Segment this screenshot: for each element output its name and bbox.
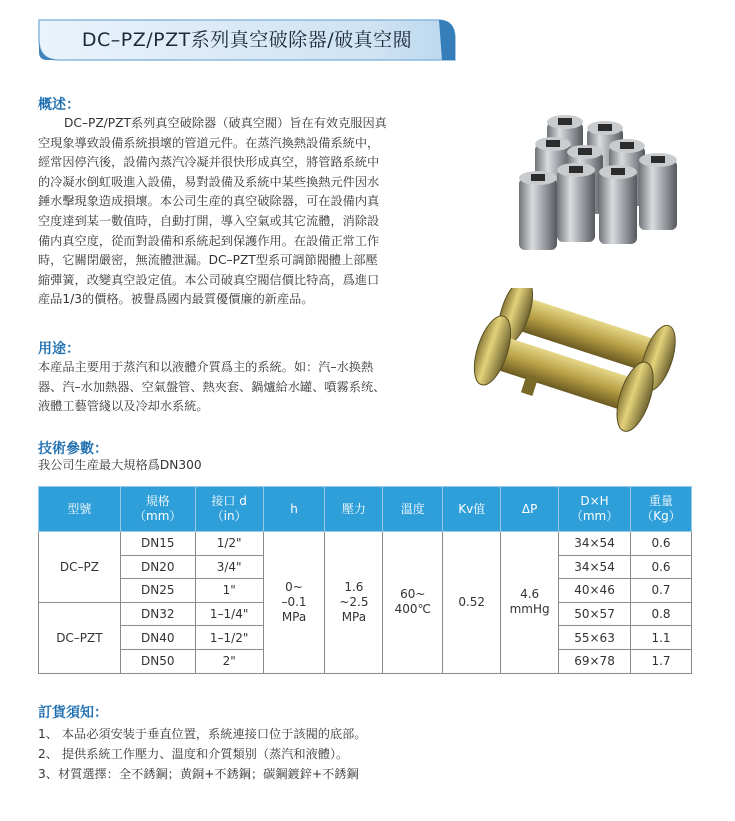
dp-line: 4.6 bbox=[520, 587, 540, 602]
dxh-cell: 40×46 bbox=[559, 579, 631, 603]
header-kv: Kv值 bbox=[443, 487, 501, 532]
overview-line: 備内真空度，從而對設備和系統起到保護作用。在設備正常工作 bbox=[38, 233, 380, 248]
header-dp: ΔP bbox=[501, 487, 559, 532]
model-cell: DC–PZT bbox=[39, 602, 121, 673]
temp-line: 60~ bbox=[400, 587, 426, 602]
product-photo-flanged-valves bbox=[463, 288, 703, 442]
dn-cell: DN15 bbox=[120, 532, 195, 556]
spec-table bbox=[38, 486, 692, 674]
header-dxh-line: D×H bbox=[580, 494, 609, 508]
usage-line: 本産品主要用于蒸汽和以液體介質爲主的系統。如：汽–水换熱 bbox=[38, 360, 374, 374]
header-port-unit: （in） bbox=[211, 509, 247, 523]
h-line: –0.1 bbox=[281, 594, 307, 609]
port-cell: 1/2" bbox=[195, 532, 263, 556]
temp-line: 400℃ bbox=[394, 602, 431, 617]
dn-cell: DN40 bbox=[120, 626, 195, 650]
header-dxh-unit: （mm） bbox=[570, 509, 619, 523]
dxh-cell: 69×78 bbox=[559, 649, 631, 673]
overview-line: 的冷凝水倒虹吸進入設備，易對設備及系統中某些換熱元件因水 bbox=[38, 174, 380, 189]
overview-line: 空度達到某一數值時，自動打開，導入空氣或其它流體，消除設 bbox=[38, 213, 380, 228]
dn-cell: DN32 bbox=[120, 602, 195, 626]
usage-line: 液體工藝管綫以及冷却水系統。 bbox=[38, 399, 209, 414]
header-port bbox=[195, 487, 263, 532]
dp-line: mmHg bbox=[509, 602, 550, 617]
header-pressure: 壓力 bbox=[325, 487, 383, 532]
header-weight-line: 重量 bbox=[648, 494, 673, 508]
dxh-cell: 34×54 bbox=[559, 532, 631, 556]
overview-text bbox=[38, 114, 458, 310]
weight-cell: 0.7 bbox=[631, 579, 692, 603]
header-model: 型號 bbox=[39, 487, 121, 532]
header-weight-unit: （Kg） bbox=[641, 509, 681, 523]
header-dxh bbox=[559, 487, 631, 532]
order-item: 3、材質選擇：全不銹鋼；黄銅+不銹鋼；碳鋼鍍鋅+不銹鋼 bbox=[38, 767, 359, 781]
port-cell: 3/4" bbox=[195, 555, 263, 579]
dxh-cell: 50×57 bbox=[559, 602, 631, 626]
pressure-line: 1.6 bbox=[344, 579, 364, 594]
tech-heading: 技術參數： bbox=[38, 441, 108, 457]
dxh-cell: 55×63 bbox=[559, 626, 631, 650]
order-heading: 訂貨須知： bbox=[38, 705, 108, 721]
dn-cell: DN25 bbox=[120, 579, 195, 603]
product-photo-vacuum-breakers bbox=[505, 100, 700, 269]
dxh-cell: 34×54 bbox=[559, 555, 631, 579]
overview-line: 錘水擊現象造成損壞。本公司生産的真空破除器，可在設備内真 bbox=[38, 194, 380, 209]
weight-cell: 1.1 bbox=[631, 626, 692, 650]
pressure-cell bbox=[325, 532, 383, 674]
dp-cell bbox=[501, 532, 559, 674]
tech-note: 我公司生産最大規格爲DN300 bbox=[38, 458, 202, 472]
port-cell: 1–1/2" bbox=[195, 626, 263, 650]
order-item: 1、 本品必須安装于垂直位置，系統連接口位于該閥的底部。 bbox=[38, 727, 367, 741]
header-port-line: 接口 d bbox=[211, 494, 247, 508]
overview-line: DC–PZ/PZT系列真空破除器（破真空閥）旨在有效克服因真 bbox=[64, 116, 387, 130]
h-line: MPa bbox=[281, 609, 307, 624]
header-weight bbox=[631, 487, 692, 532]
header-temp: 溫度 bbox=[383, 487, 443, 532]
header-spec-unit: （mm） bbox=[134, 509, 182, 523]
overview-line: 縮彈簧，改變真空設定值。本公司破真空閥信價比特高，爲進口 bbox=[38, 272, 380, 287]
h-line: 0~ bbox=[285, 579, 303, 594]
table-row bbox=[39, 532, 692, 556]
usage-line: 器、汽–水加熱器、空氣盤管、熱夾套、鍋爐給水罐、噴霧系统、 bbox=[38, 379, 386, 394]
title-banner bbox=[37, 18, 457, 62]
spec-table-header-row bbox=[39, 487, 692, 532]
h-cell bbox=[263, 532, 325, 674]
overview-line: 時，它關閉嚴密，無流體泄漏。DC–PZT型系可調節閥體上部壓 bbox=[38, 253, 378, 268]
page-title: DC–PZ/PZT系列真空破除器/破真空閥 bbox=[81, 29, 413, 51]
temp-cell bbox=[383, 532, 443, 674]
weight-cell: 1.7 bbox=[631, 649, 692, 673]
port-cell: 2" bbox=[195, 649, 263, 673]
weight-cell: 0.6 bbox=[631, 555, 692, 579]
weight-cell: 0.6 bbox=[631, 532, 692, 556]
pressure-line: MPa bbox=[341, 609, 367, 624]
kv-cell: 0.52 bbox=[443, 532, 501, 674]
header-spec-line: 規格 bbox=[145, 494, 170, 508]
usage-heading: 用途： bbox=[38, 341, 80, 357]
weight-cell: 0.8 bbox=[631, 602, 692, 626]
header-h: h bbox=[263, 487, 325, 532]
port-cell: 1–1/4" bbox=[195, 602, 263, 626]
header-spec bbox=[120, 487, 195, 532]
port-cell: 1" bbox=[195, 579, 263, 603]
pressure-line: ~2.5 bbox=[339, 594, 369, 609]
order-item: 2、 提供系統工作壓力、溫度和介質類别（蒸汽和液體）。 bbox=[38, 747, 349, 761]
overview-line: 經常因停汽後，設備內蒸汽冷凝并很快形成真空，將管路系統中 bbox=[38, 155, 380, 170]
model-cell: DC–PZ bbox=[39, 532, 121, 603]
dn-cell: DN50 bbox=[120, 649, 195, 673]
order-list bbox=[38, 724, 367, 784]
overview-line: 空現象導致設備系統損壞的管道元件。在蒸汽換熱設備系統中， bbox=[38, 135, 380, 150]
dn-cell: DN20 bbox=[120, 555, 195, 579]
usage-text bbox=[38, 358, 458, 417]
overview-line: 産品1/3的價格。被譽爲國内最質優價廉的新産品。 bbox=[38, 292, 314, 307]
overview-heading: 概述： bbox=[38, 97, 80, 113]
